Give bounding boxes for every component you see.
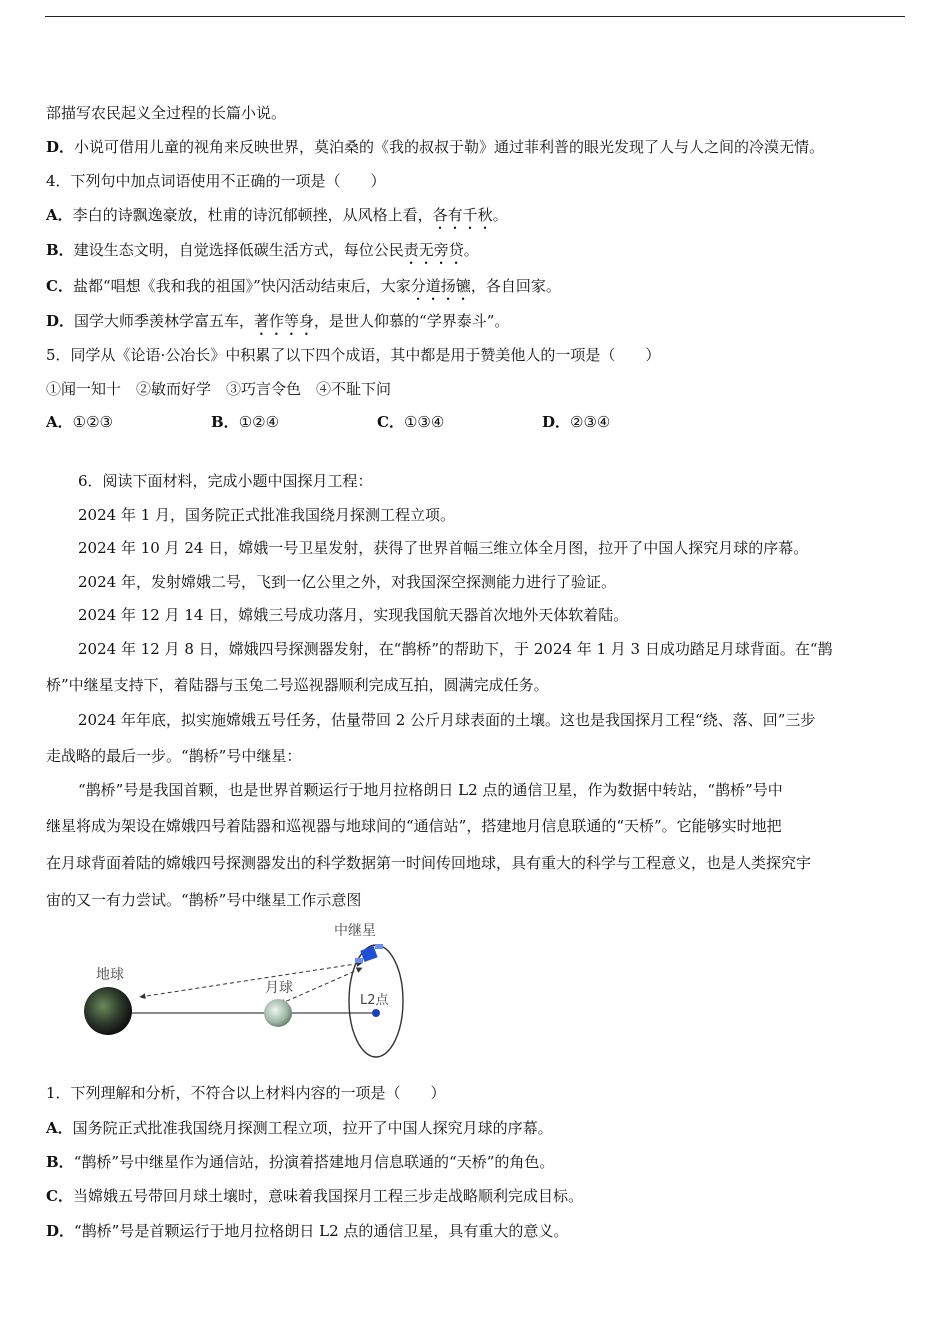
option-letter: A． (46, 206, 73, 224)
q6-paragraph-3: 2024 年，发射嫦娥二号，飞到一亿公里之外，对我国深空探测能力进行了验证。 (78, 573, 616, 591)
option-text: ①②④ (238, 413, 280, 431)
sub1-option-b (46, 1152, 554, 1172)
q6-paragraph-6-line-2: 走战略的最后一步。“鹊桥”号中继星： (46, 747, 302, 765)
q3-tail-text: 部描写农民起义全过程的长篇小说。 (46, 104, 287, 122)
earth-relay-link-arrow (140, 963, 362, 997)
q4-stem: 4．下列句中加点词语使用不正确的一项是（ ） (46, 172, 386, 190)
option-letter: A． (46, 413, 73, 431)
q4-option-d (46, 311, 509, 339)
option-text: “鹊桥”号是首颗运行于地月拉格朗日 L2 点的通信卫星，具有重大的意义。 (74, 1222, 569, 1240)
option-text: 。 (492, 206, 508, 224)
dotted-word: 著作等身 (254, 312, 315, 330)
option-text: 李白的诗飘逸豪放，杜甫的诗沉郁顿挫，从风格上看， (72, 206, 433, 224)
option-text: ，是世人仰慕的“学界泰斗”。 (314, 312, 510, 330)
option-letter: D． (46, 312, 75, 330)
q5-option-d (542, 412, 610, 432)
q4-option-c (46, 276, 561, 304)
sub1-option-a (46, 1118, 553, 1138)
option-letter: C． (46, 1187, 73, 1205)
option-text: ①②③ (72, 413, 113, 431)
option-letter: A． (46, 1119, 73, 1137)
dotted-word: 分道扬镳 (410, 277, 471, 295)
l2-point-marker (372, 1009, 380, 1017)
option-letter: B． (46, 241, 74, 259)
option-text: 当嫦娥五号带回月球土壤时，意味着我国探月工程三步走战略顺利完成目标。 (72, 1187, 583, 1205)
option-text: 小说可借用儿童的视角来反映世界，莫泊桑的《我的叔叔于勒》通过菲利普的眼光发现了人与人之间的冷漠无情。 (74, 138, 825, 156)
q5-option-a (46, 412, 113, 432)
sub1-option-c (46, 1186, 583, 1206)
q5-option-b (211, 412, 279, 432)
q6-paragraph-7-line-3: 在月球背面着陆的嫦娥四号探测器发出的科学数据第一时间传回地球，具有重大的科学与工程意义，也是人类探究宇 (46, 854, 812, 872)
option-letter: D． (46, 138, 75, 156)
q6-paragraph-1: 2024 年 1 月，国务院正式批准我国绕月探测工程立项。 (78, 506, 456, 524)
q6-paragraph-7-line-1: “鹊桥”号是我国首颗，也是世界首颗运行于地月拉格朗日 L2 点的通信卫星，作为数据中转站，“鹊桥”号中 (78, 781, 783, 799)
q5-items: ①闻一知十 ②敏而好学 ③巧言令色 ④不耻下问 (46, 380, 392, 398)
l2-label: L2点 (360, 993, 389, 1008)
option-text: 国学大师季羡林学富五车， (74, 312, 255, 330)
header-rule (45, 16, 905, 17)
option-letter: D． (542, 413, 571, 431)
relay-satellite-diagram (78, 918, 418, 1063)
moon-label: 月球 (265, 980, 293, 996)
sub1-option-d (46, 1221, 568, 1241)
option-letter: C． (46, 277, 73, 295)
q6-paragraph-4: 2024 年 12 月 14 日，嫦娥三号成功落月，实现我国航天器首次地外天体软着陆。 (78, 606, 629, 624)
q6-paragraph-7-line-4: 宙的又一有力尝试。“鹊桥”号中继星工作示意图 (46, 891, 362, 909)
option-letter: B． (46, 1153, 74, 1171)
earth-label: 地球 (96, 967, 124, 983)
q4-option-b (46, 240, 479, 268)
option-text: 国务院正式批准我国绕月探测工程立项，拉开了中国人探究月球的序幕。 (72, 1119, 553, 1137)
q5-stem: 5．同学从《论语·公冶长》中积累了以下四个成语，其中都是用于赞美他人的一项是（ ） (46, 346, 661, 364)
moon-icon (264, 999, 292, 1027)
earth-icon (84, 987, 132, 1035)
option-letter: C． (377, 413, 404, 431)
relay-label: 中继星 (334, 923, 376, 939)
q4-option-a (46, 205, 508, 233)
option-text: ①③④ (403, 413, 445, 431)
option-text: 。 (463, 241, 479, 259)
option-letter: B． (211, 413, 239, 431)
dotted-word: 责无旁贷 (403, 241, 464, 259)
q3-option-d (46, 137, 824, 157)
q6-paragraph-6-line-1: 2024 年年底，拟实施嫦娥五号任务，估量带回 2 公斤月球表面的土壤。这也是我国探月工程“绕、落、回”三步 (78, 711, 816, 729)
option-text: ，各自回家。 (470, 277, 561, 295)
q6-paragraph-5-line-1: 2024 年 12 月 8 日，嫦娥四号探测器发射，在“鹊桥”的帮助下，于 2024 年 1 月 3 日成功踏足月球背面。在“鹊 (78, 640, 833, 658)
option-text: 建设生态文明，自觉选择低碳生活方式，每位公民 (73, 241, 404, 259)
q6-intro: 6．阅读下面材料，完成小题中国探月工程： (78, 472, 373, 490)
option-text: “鹊桥”号中继星作为通信站，扮演着搭建地月信息联通的“天桥”的角色。 (73, 1153, 555, 1171)
option-letter: D． (46, 1222, 75, 1240)
option-text: 盐都“唱想《我和我的祖国》”快闪活动结束后，大家 (72, 277, 411, 295)
sub1-stem: 1．下列理解和分析，不符合以上材料内容的一项是（ ） (46, 1084, 446, 1102)
dotted-word: 各有千秋 (432, 206, 493, 224)
q6-paragraph-7-line-2: 继星将成为架设在嫦娥四号着陆器和巡视器与地球间的“通信站”，搭建地月信息联通的“天桥”。它能够实时地把 (46, 817, 782, 835)
q6-paragraph-2: 2024 年 10 月 24 日，嫦娥一号卫星发射，获得了世界首幅三维立体全月图，拉开了中国人探究月球的序幕。 (78, 539, 809, 557)
option-text: ②③④ (570, 413, 611, 431)
q5-option-c (377, 412, 444, 432)
q6-paragraph-5-line-2: 桥”中继星支持下，着陆器与玉兔二号巡视器顺利完成互拍，圆满完成任务。 (46, 676, 549, 694)
